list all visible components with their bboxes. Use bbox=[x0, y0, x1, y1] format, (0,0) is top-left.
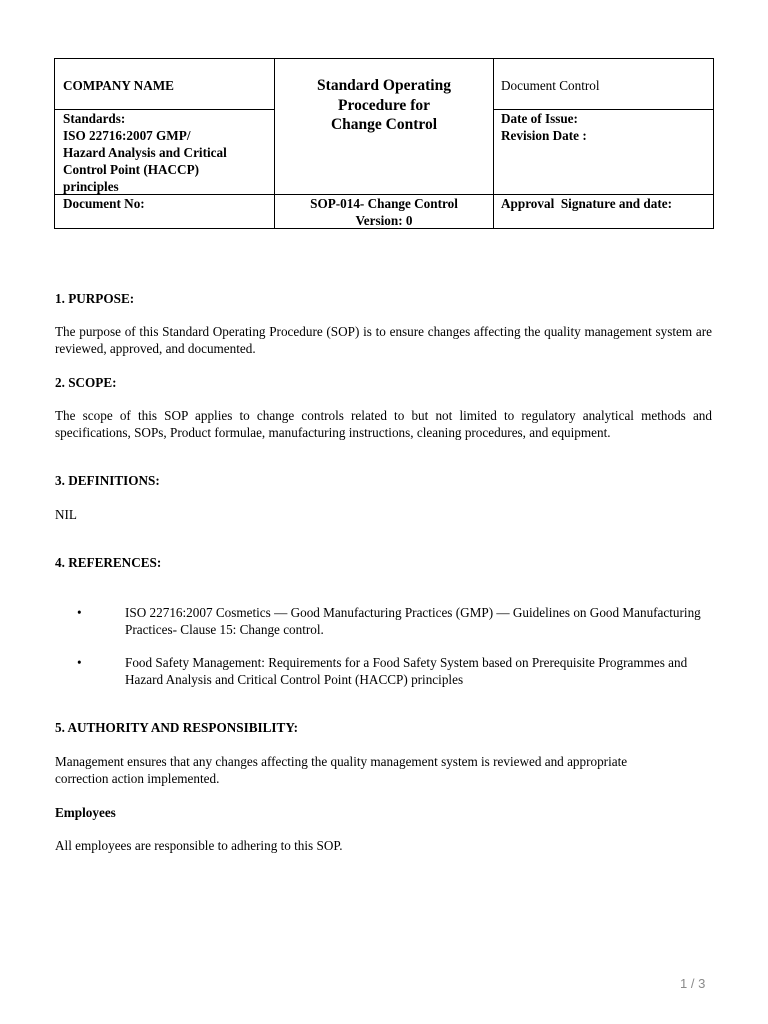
version-label: Version: 0 bbox=[355, 213, 413, 228]
sop-number: SOP-014- Change Control bbox=[310, 196, 458, 211]
title-line: Standard Operating bbox=[317, 77, 451, 94]
revision-date-label: Revision Date : bbox=[501, 128, 587, 143]
purpose-heading: 1. PURPOSE: bbox=[55, 291, 135, 306]
standards-line: principles bbox=[63, 179, 119, 194]
reference-item: ISO 22716:2007 Cosmetics — Good Manufacturing Practices (GMP) — Guidelines on Good Manufacturing Practices- Clause 15: Change control. bbox=[125, 605, 701, 637]
page-number: 1 / 3 bbox=[680, 976, 706, 991]
definitions-text: NIL bbox=[55, 507, 77, 522]
employees-text: All employees are responsible to adhering to this SOP. bbox=[55, 838, 343, 853]
document-no-label: Document No: bbox=[63, 196, 145, 211]
sop-number-cell bbox=[275, 195, 493, 229]
purpose-text: The purpose of this Standard Operating Procedure (SOP) is to ensure changes affecting the quality management system are reviewed, approved, and documented. bbox=[55, 324, 712, 356]
approval-signature-label: Approval Signature and date: bbox=[501, 196, 672, 211]
definitions-heading: 3. DEFINITIONS: bbox=[55, 473, 160, 488]
document-title bbox=[275, 76, 493, 135]
authority-heading: 5. AUTHORITY AND RESPONSIBILITY: bbox=[55, 720, 299, 735]
references-heading: 4. REFERENCES: bbox=[55, 555, 162, 570]
document-control-label: Document Control bbox=[501, 78, 600, 93]
table-divider bbox=[493, 59, 494, 228]
scope-text: The scope of this SOP applies to change controls related to but not limited to regulatory analytical methods and specifications, SOPs, Product formulae, manufacturing instructions, cleaning procedures, and equipment. bbox=[55, 408, 712, 440]
employees-heading: Employees bbox=[55, 805, 116, 820]
issue-dates-cell bbox=[501, 110, 587, 144]
date-of-issue-label: Date of Issue: bbox=[501, 111, 578, 126]
company-name: COMPANY NAME bbox=[63, 78, 174, 93]
authority-text: Management ensures that any changes affecting the quality management system is reviewed and appropriate correction action implemented. bbox=[55, 754, 628, 786]
header-table bbox=[54, 58, 714, 229]
standards-line: ISO 22716:2007 GMP/ bbox=[63, 128, 191, 143]
scope-heading: 2. SCOPE: bbox=[55, 375, 117, 390]
standards-line: Control Point (HACCP) bbox=[63, 162, 200, 177]
title-line: Procedure for bbox=[338, 96, 430, 114]
standards-label: Standards: bbox=[63, 111, 126, 126]
bullet-icon: • bbox=[77, 655, 82, 670]
standards-line: Hazard Analysis and Critical bbox=[63, 145, 227, 160]
standards-cell bbox=[63, 110, 271, 195]
reference-item: Food Safety Management: Requirements for a Food Safety System based on Prerequisite Programmes and Hazard Analysis and Critical Control Point (HACCP) principles bbox=[125, 655, 688, 687]
bullet-icon: • bbox=[77, 605, 82, 620]
title-line: Change Control bbox=[330, 116, 438, 133]
